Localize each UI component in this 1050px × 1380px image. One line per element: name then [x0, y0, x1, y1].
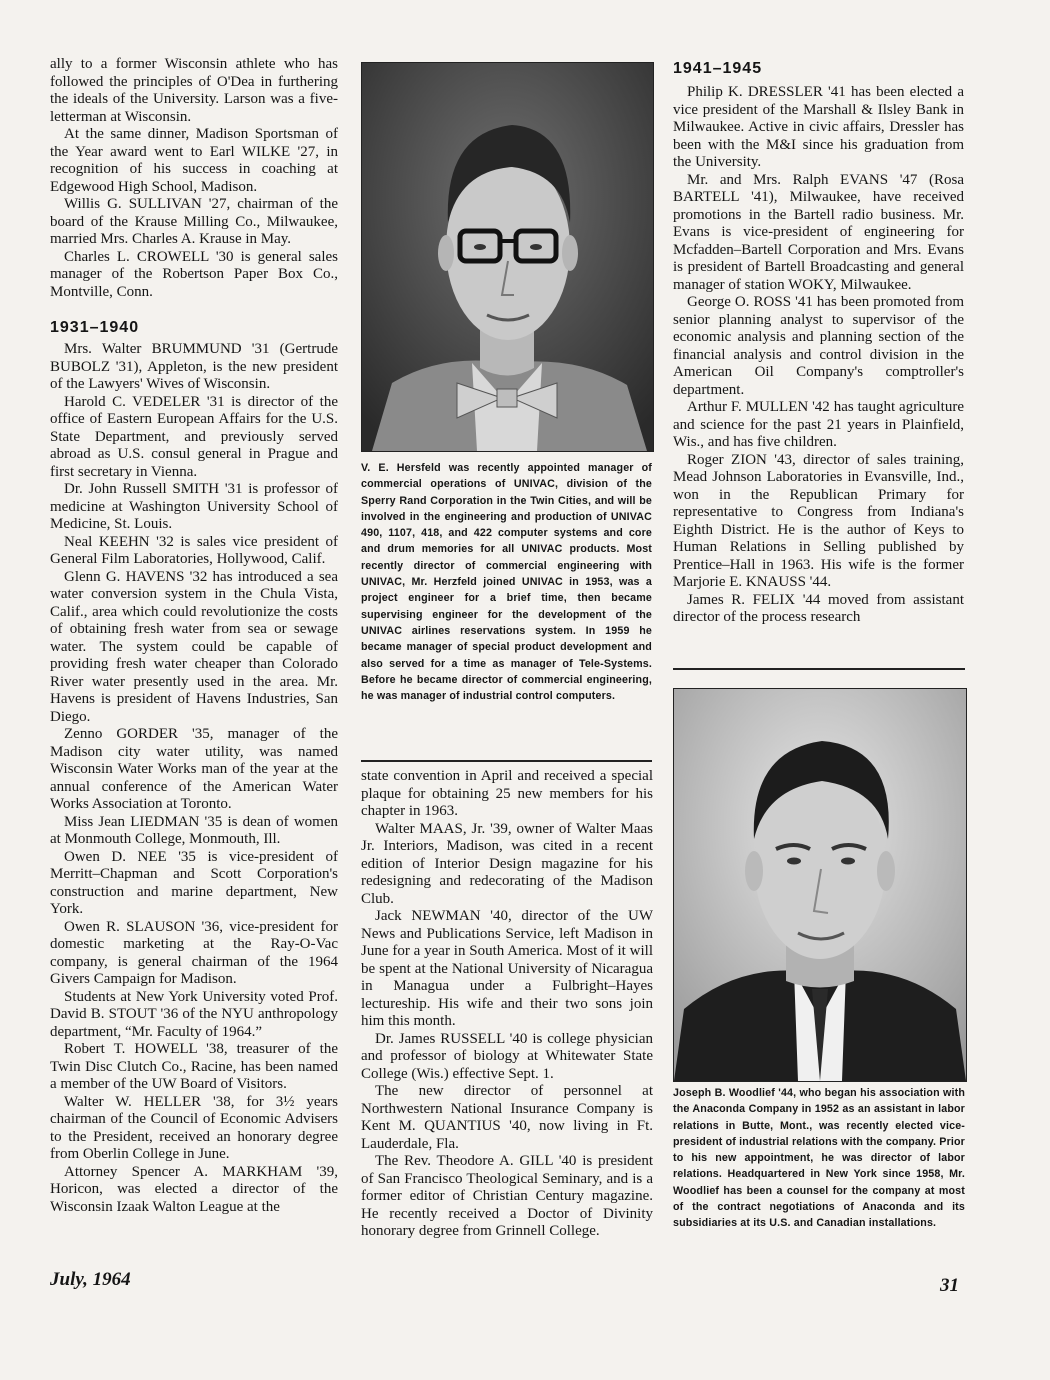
paragraph: James R. FELIX '44 moved from assistant director of the process research: [673, 591, 964, 625]
paragraph: Jack NEWMAN '40, director of the UW News and Publications Service, left Madison in June for a year in South America. Most of it will be spent at the National University of Nicaragua in Managua under a Fulbright–Hayes lectureship. His wife and their two sons join him this month.: [361, 908, 653, 1029]
divider: [361, 760, 652, 762]
paragraph: Miss Jean LIEDMAN '35 is dean of women at Monmouth College, Monmouth, Ill.: [50, 813, 338, 847]
section-heading-1941-1945: 1941–1945: [673, 60, 763, 77]
paragraph: Charles L. CROWELL '30 is general sales manager of the Robertson Paper Box Co., Montville, Conn.: [50, 248, 338, 300]
column-3: [673, 60, 964, 627]
photo-caption-woodlief: Joseph B. Woodlief '44, who began his association with the Anaconda Company in 1952 as an assistant in labor relations in Butte, Mont., was recently elected vice-president of industrial relations with the company. Prior to his new appointment, he was director of labor relations. Headquartered in New York since 1958, Mr. Woodlief has been a counsel for the company at most of the contract negotiations of Anaconda and its subsidiaries at its U.S. and Canadian installations.: [673, 1087, 965, 1230]
paragraph: The Rev. Theodore A. GILL '40 is president of San Francisco Theological Seminary, and is a former editor of Christian Century magazine. He recently received a Doctor of Divinity honorary degree from Grinnell College.: [361, 1153, 653, 1239]
paragraph: Owen R. SLAUSON '36, vice-president for domestic marketing at the Ray-O-Vac company, is general chairman of the 1964 Givers Campaign for Madison.: [50, 918, 338, 987]
paragraph: Dr. James RUSSELL '40 is college physician and professor of biology at Whitewater State College (Wis.) effective Sept. 1.: [361, 1030, 653, 1082]
column-2: [361, 768, 653, 1241]
paragraph: Zenno GORDER '35, manager of the Madison city water utility, was named Wisconsin Water Works man of the year at the annual conference of the American Water Works Association at Toronto.: [50, 726, 338, 812]
paragraph: Walter W. HELLER '38, for 3½ years chairman of the Council of Economic Advisers to the President, received an honorary degree from Oberlin College in June.: [50, 1093, 338, 1162]
paragraph: Owen D. NEE '35 is vice-president of Merritt–Chapman and Scott Corporation's construction and marine department, New York.: [50, 848, 338, 917]
paragraph: Harold C. VEDELER '31 is director of the office of Eastern European Affairs for the U.S. State Department, and previously served abroad as U.S. consul general in Prague and first secretary in Vienna.: [50, 393, 338, 480]
paragraph: At the same dinner, Madison Sportsman of the Year award went to Earl WILKE '27, in recognition of his success in coaching at Edgewood High School, Madison.: [50, 126, 338, 195]
paragraph: Glenn G. HAVENS '32 has introduced a sea water conversion system in the Chula Vista, Calif., area which could revolutionize the costs of obtaining fresh water from sea or sewage water. The system could be capable of providing fresh water cheaper than Colorado River water presently used in the area. Mr. Havens is president of Havens Industries, San Diego.: [50, 568, 338, 725]
portrait-photo-hersfeld: [361, 62, 654, 452]
paragraph: Mr. and Mrs. Ralph EVANS '47 (Rosa BARTELL '41), Milwaukee, have received promotions in the Bartell radio business. Mr. Evans is vice-president of engineering for Mcfadden–Bartell Corporation and Mrs. Evans is president of Bartell Broadcasting and general manager of station WOKY, Milwaukee.: [673, 171, 964, 293]
paragraph: Roger ZION '43, director of sales training, Mead Johnson Laboratories in Evansville, Ind., won in the Republican Primary for representative to Congress from Indiana's Eighth District. He is the author of Keys to Human Relations in Selling published by Prentice–Hall in 1963. His wife is the former Marjorie E. KNAUSS '44.: [673, 451, 964, 590]
paragraph: Attorney Spencer A. MARKHAM '39, Horicon, was elected a director of the Wisconsin Izaak Walton League at the: [50, 1163, 338, 1215]
paragraph: ally to a former Wisconsin athlete who has followed the principles of O'Dea in furthering the ideals of the University. Larson was a five-letterman at Wisconsin.: [50, 56, 338, 125]
paragraph: Robert T. HOWELL '38, treasurer of the Twin Disc Clutch Co., Racine, has been named a member of the UW Board of Visitors.: [50, 1041, 338, 1092]
portrait-illustration: [362, 63, 653, 451]
paragraph: state convention in April and received a special plaque for obtaining 25 new members for his chapter in 1963.: [361, 768, 653, 819]
paragraph: Mrs. Walter BRUMMUND '31 (Gertrude BUBOLZ '31), Appleton, is the new president of the Lawyers' Wives of Wisconsin.: [50, 341, 338, 392]
paragraph: Neal KEEHN '32 is sales vice president of General Film Laboratories, Hollywood, Calif.: [50, 533, 338, 567]
paragraph: Walter MAAS, Jr. '39, owner of Walter Maas Jr. Interiors, Madison, was cited in a recent edition of Interior Design magazine for his redesigning and redecorating of the Madison Club.: [361, 820, 653, 907]
paragraph: Dr. John Russell SMITH '31 is professor of medicine at Washington University School of Medicine, St. Louis.: [50, 481, 338, 532]
paragraph: Philip K. DRESSLER '41 has been elected a vice president of the Marshall & Ilsley Bank in Milwaukee. Active in civic affairs, Dressler has been with the M&I since his graduation from the University.: [673, 84, 964, 170]
column-1: [50, 56, 338, 1216]
paragraph: The new director of personnel at Northwestern National Insurance Company is Kent M. QUANTIUS '40, now living in Ft. Lauderdale, Fla.: [361, 1083, 653, 1152]
page-number: 31: [940, 1275, 959, 1296]
paragraph: Arthur F. MULLEN '42 has taught agriculture and science for the past 21 years in Plainfield, Wis., and has five children.: [673, 399, 964, 450]
issue-date: July, 1964: [50, 1269, 131, 1290]
portrait-photo-woodlief: [673, 688, 967, 1082]
divider: [673, 668, 965, 670]
photo-caption-hersfeld: V. E. Hersfeld was recently appointed manager of commercial operations of UNIVAC, division of the Sperry Rand Corporation in the Twin Cities, and will be involved in the engineering and production of UNIVAC 490, 1107, 418, and 422 computer systems and core and drum memories for all UNIVAC products. Most recently director of commercial engineering with UNIVAC, Mr. Herzfeld joined UNIVAC in 1953, was a project engineer for a brief time, then became supervising engineer for the development of the UNIVAC airlines reservations system. In 1959 he became manager of special product development and also served for a time as manager of Tele-Systems. Before he became director of commercial engineering, he was manager of industrial control computers.: [361, 462, 652, 703]
section-heading-1931-1940: 1931–1940: [50, 319, 140, 336]
paragraph: George O. ROSS '41 has been promoted from senior planning analyst to supervisor of the economic analysis and planning section of the financial analysis and control division in the American Oil Company's comptroller's department.: [673, 294, 964, 398]
paragraph: Willis G. SULLIVAN '27, chairman of the board of the Krause Milling Co., Milwaukee, married Mrs. Charles A. Krause in May.: [50, 196, 338, 247]
portrait-illustration: [674, 689, 966, 1081]
paragraph: Students at New York University voted Prof. David B. STOUT '36 of the NYU anthropology department, “Mr. Faculty of 1964.”: [50, 988, 338, 1040]
